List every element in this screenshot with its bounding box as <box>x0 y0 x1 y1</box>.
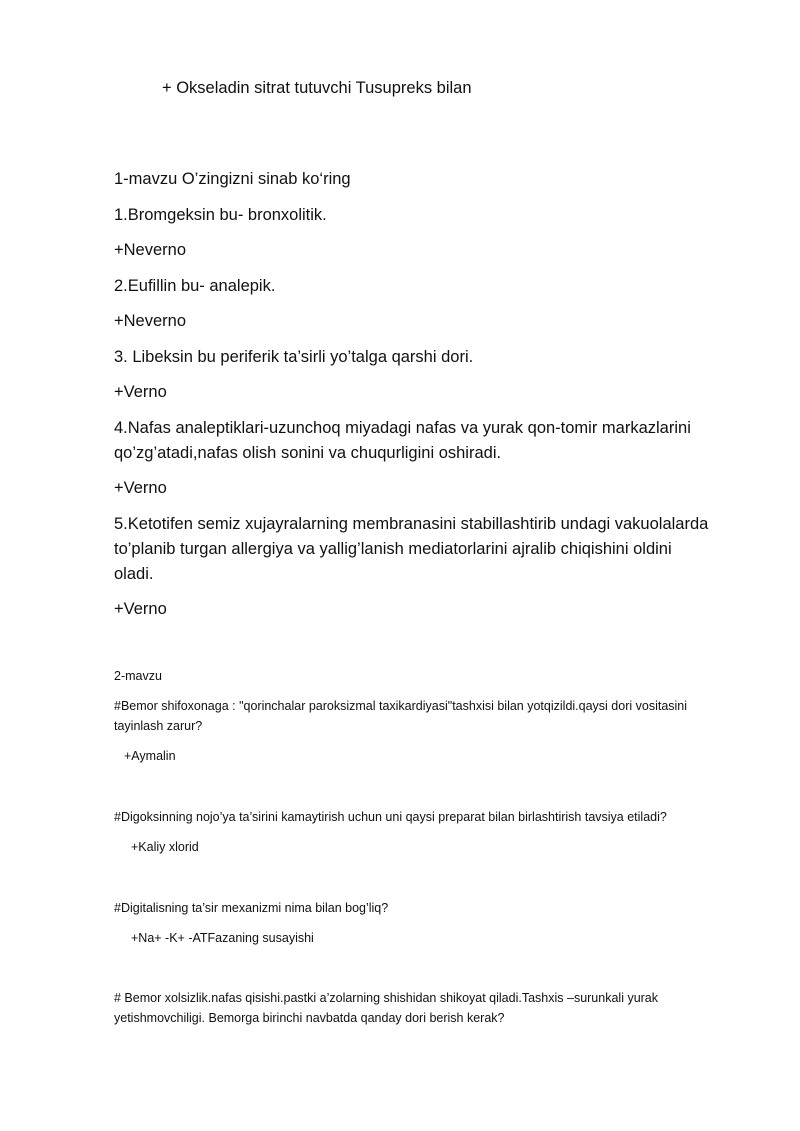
s2-question-1-line-1: #Bemor shifoxonaga : "qorinchalar paroksizmal taxikardiyasi"tashxisi bilan yotqizildi.qaysi dori vositasini <box>114 699 688 713</box>
section2-title: 2-mavzu <box>114 669 162 683</box>
question-5-line-2: to’planib turgan allergiya va yallig’lanish mediatorlarini ajralib chiqishini oldini <box>114 540 672 558</box>
question-5-line-3: oladi. <box>114 565 154 583</box>
s2-answer-1: +Aymalin <box>124 749 176 763</box>
s2-question-1-line-2: tayinlash zarur? <box>114 719 203 733</box>
answer-5: +Verno <box>114 600 167 618</box>
question-2: 2.Eufillin bu- analepik. <box>114 277 276 295</box>
section1-title: 1-mavzu O’zingizni sinab ko‘ring <box>114 170 351 188</box>
question-4-line-1: 4.Nafas analeptiklari-uzunchoq miyadagi nafas va yurak qon-tomir markazlarini <box>114 419 691 437</box>
s2-question-2: #Digoksinning nojo’ya ta’sirini kamaytirish uchun uni qaysi preparat bilan birlashtirish tavsiya etiladi? <box>114 810 667 824</box>
s2-question-3: #Digitalisning ta’sir mexanizmi nima bilan bog’liq? <box>114 901 389 915</box>
s2-question-4-line-2: yetishmovchiligi. Bemorga birinchi navbatda qanday dori berish kerak? <box>114 1011 505 1025</box>
answer-3: +Verno <box>114 383 167 401</box>
answer-2: +Neverno <box>114 312 187 330</box>
s2-answer-2: +Kaliy xlorid <box>131 840 199 854</box>
question-3: 3. Libeksin bu periferik ta’sirli yo’talga qarshi dori. <box>114 348 474 366</box>
answer-4: +Verno <box>114 479 167 497</box>
s2-answer-3: +Na+ -K+ -ATFazaning susayishi <box>131 931 314 945</box>
question-4-line-2: qo’zg’atadi,nafas olish sonini va chuqurligini oshiradi. <box>114 444 502 462</box>
intro-line: + Okseladin sitrat tutuvchi Tusupreks bilan <box>162 79 472 97</box>
answer-1: +Neverno <box>114 241 187 259</box>
question-1: 1.Bromgeksin bu- bronxolitik. <box>114 206 327 224</box>
s2-question-4-line-1: # Bemor xolsizlik.nafas qisishi.pastki a’zolarning shishidan shikoyat qiladi.Tashxis –surunkali yurak <box>114 991 659 1005</box>
question-5-line-1: 5.Ketotifen semiz xujayralarning membranasini stabillashtirib undagi vakuolalarda <box>114 515 709 533</box>
